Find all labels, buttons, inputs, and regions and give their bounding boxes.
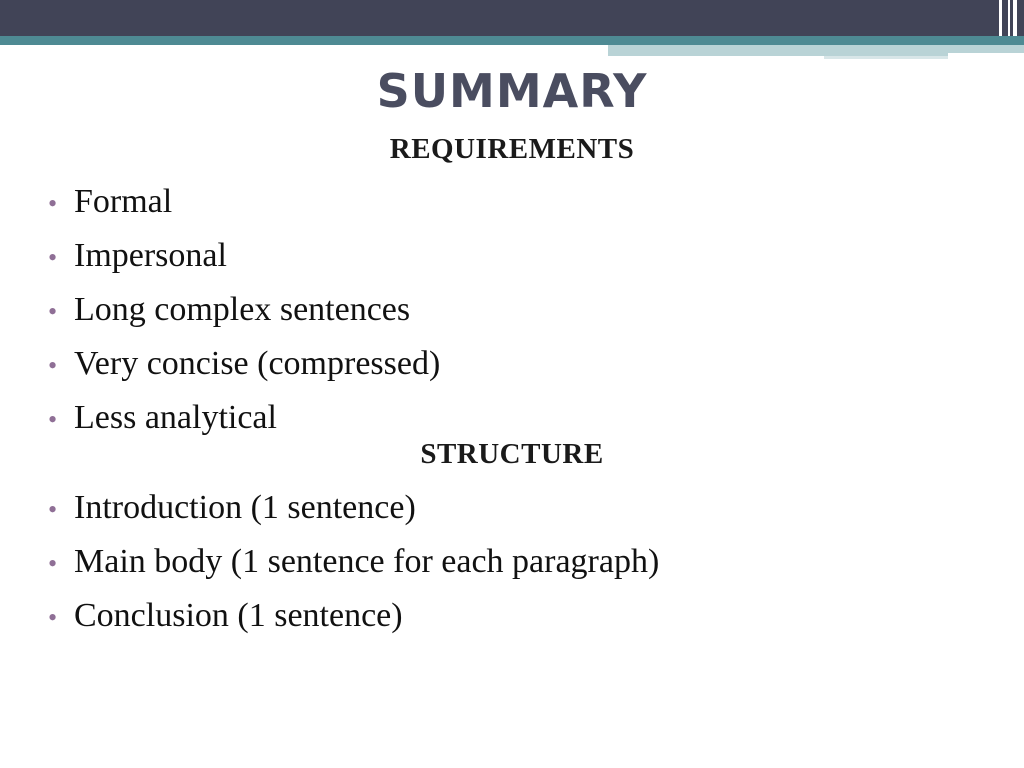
section-heading-structure: STRUCTURE <box>420 438 604 470</box>
stripe-1 <box>999 0 1002 36</box>
bullet-dot-icon: • <box>48 297 58 326</box>
list-item <box>40 536 984 590</box>
bullet-dot-icon: • <box>48 549 58 578</box>
list-item <box>40 230 984 284</box>
list-item-label: Conclusion (1 sentence) <box>74 597 403 634</box>
page-title: SUMMARY <box>376 64 648 118</box>
list-item <box>40 176 984 230</box>
list-item-label: Main body (1 sentence for each paragraph) <box>74 543 660 580</box>
section-heading-requirements: REQUIREMENTS <box>389 133 635 165</box>
list-item <box>40 482 984 536</box>
stripe-2 <box>1008 0 1010 36</box>
list-item <box>40 338 984 392</box>
top-decorative-bar <box>0 0 1024 36</box>
list-item-label: Very concise (compressed) <box>74 345 441 382</box>
bullet-dot-icon: • <box>48 243 58 272</box>
bullet-dot-icon: • <box>48 603 58 632</box>
top-bar-stripes <box>994 0 1024 36</box>
teal-band <box>0 36 1024 45</box>
list-item <box>40 590 984 644</box>
stripe-3 <box>1013 0 1017 36</box>
thin-band-secondary <box>824 56 948 59</box>
bullet-dot-icon: • <box>48 351 58 380</box>
list-item <box>40 284 984 338</box>
bullet-dot-icon: • <box>48 495 58 524</box>
structure-list <box>40 482 984 644</box>
bullet-dot-icon: • <box>48 189 58 218</box>
list-item-label: Long complex sentences <box>74 291 411 328</box>
list-item-label: Introduction (1 sentence) <box>74 489 416 526</box>
list-item-label: Impersonal <box>74 237 227 274</box>
list-item-label: Less analytical <box>74 399 277 436</box>
list-item-label: Formal <box>74 183 173 220</box>
bullet-dot-icon: • <box>48 405 58 434</box>
requirements-list <box>40 176 984 446</box>
band-gap <box>0 45 608 53</box>
